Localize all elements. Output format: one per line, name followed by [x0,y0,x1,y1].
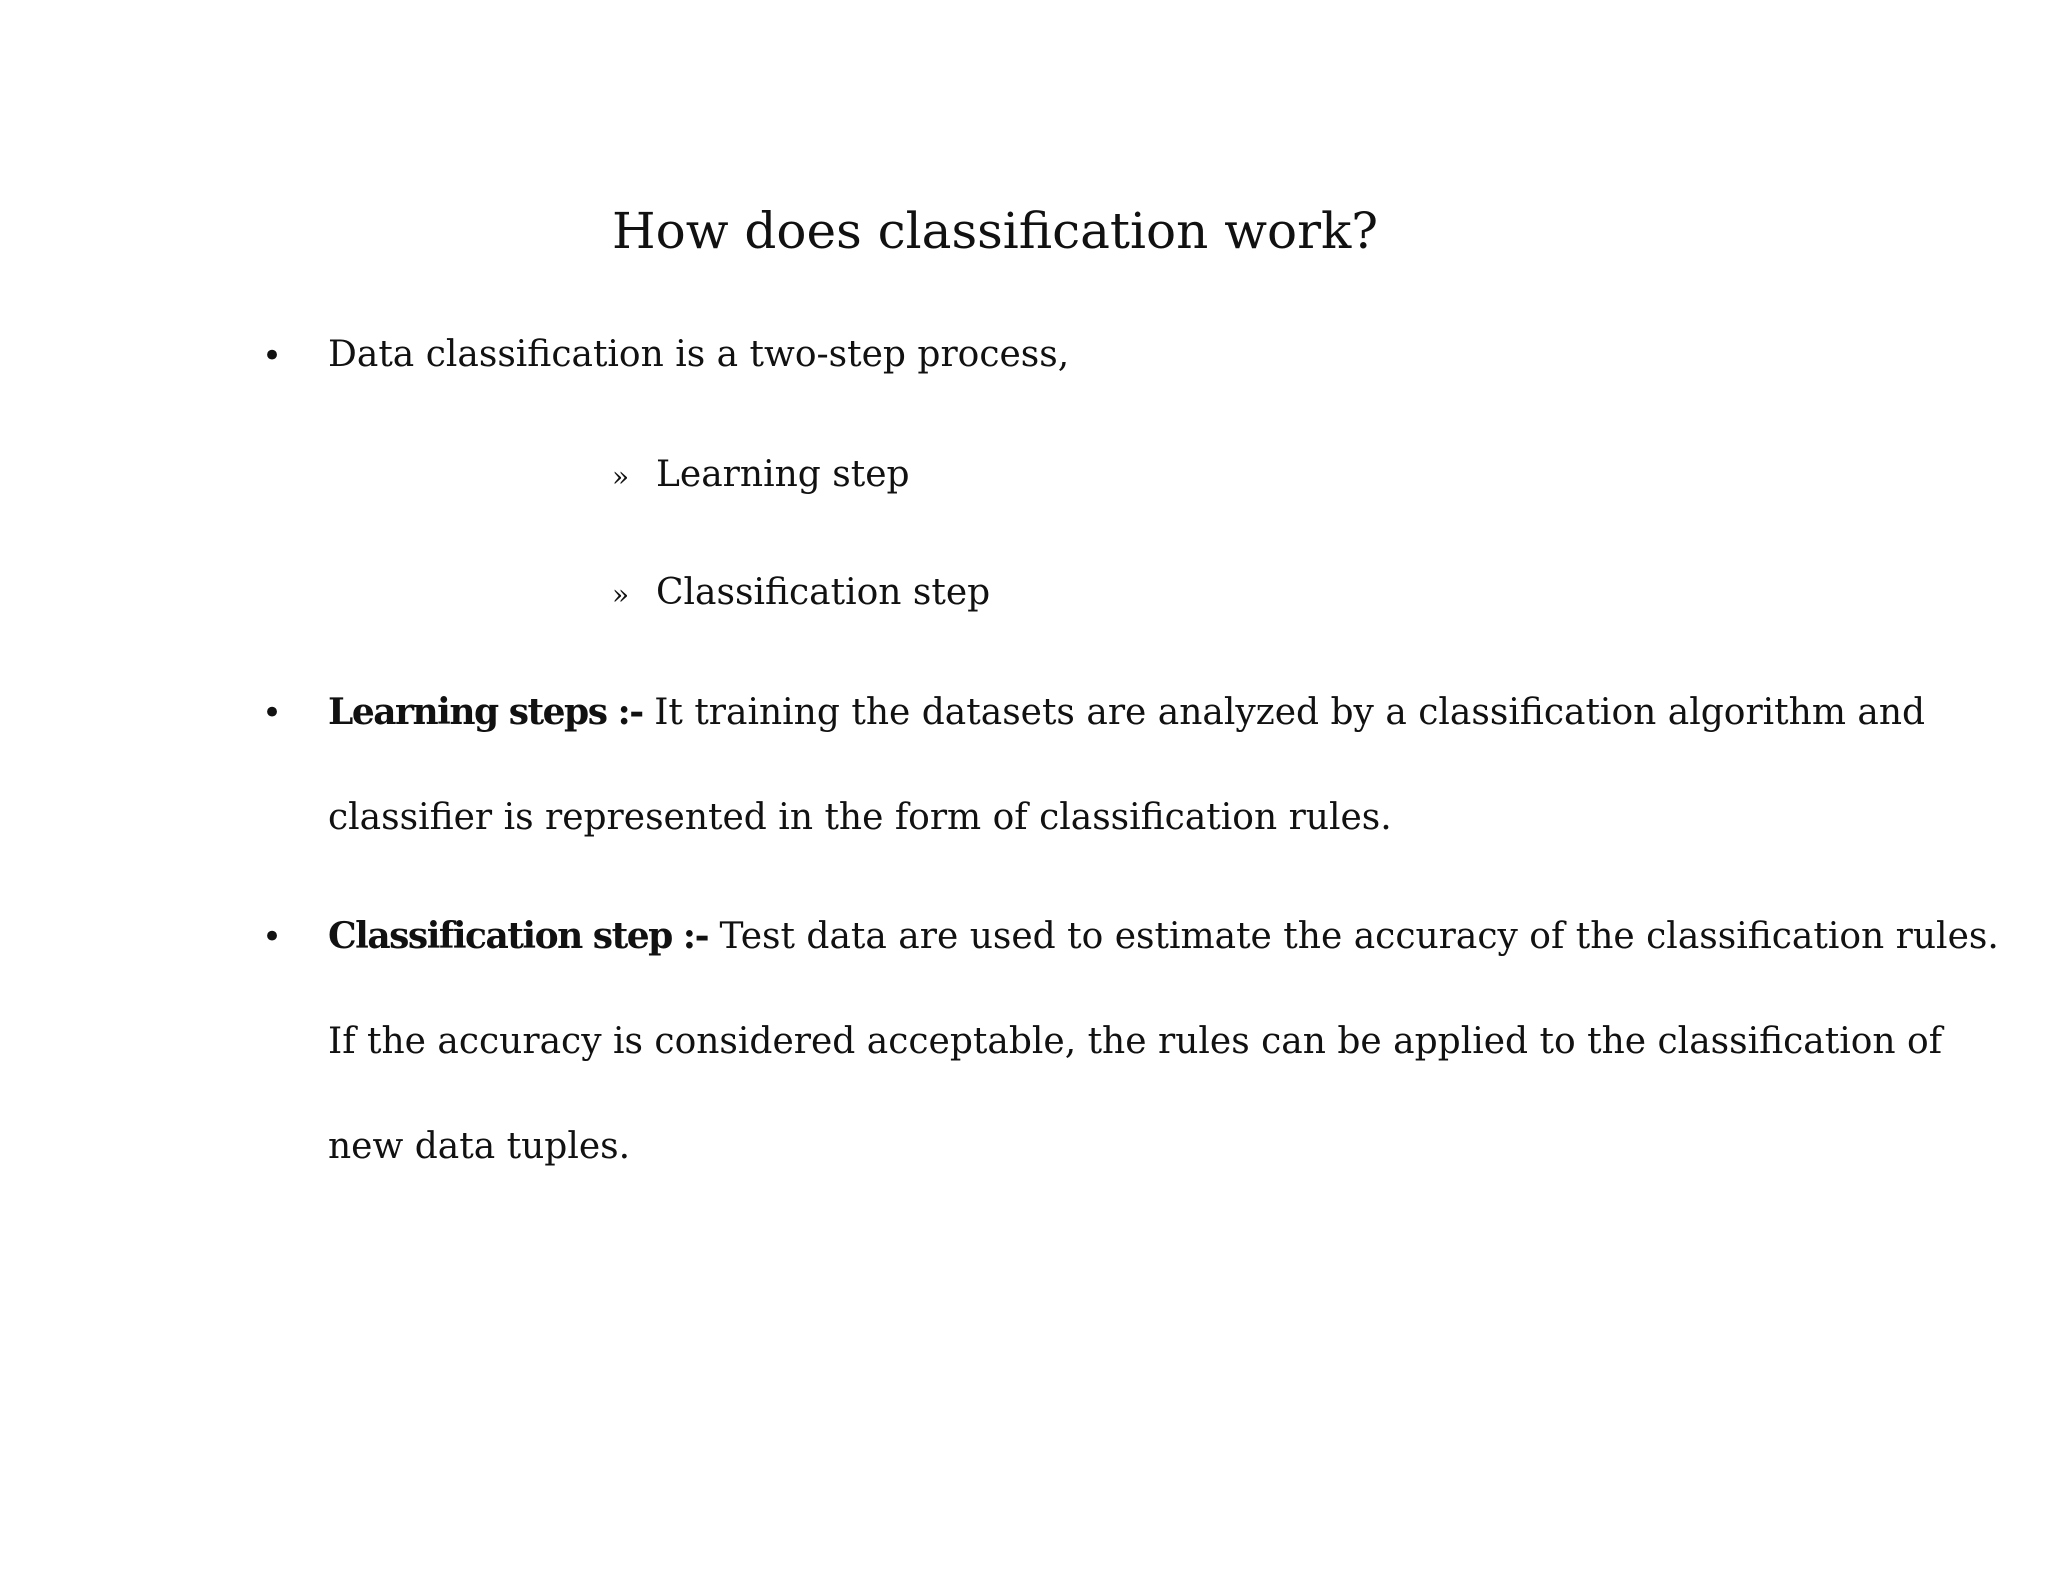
bullet-marker: • [262,336,283,376]
bold-term-classification-step: Classification step :- [328,915,709,957]
raquo-marker: » [612,578,630,611]
bullet-text-2 [328,660,1925,765]
bullet-2-line-2: classifier is represented in the form of classification rules. [328,797,1392,838]
sub-item-classification [612,568,990,620]
sub-item-text: Learning step [656,454,910,495]
page-title: How does classification work? [612,202,1379,260]
bullet-marker: • [262,693,283,733]
bullet-marker: • [262,917,283,957]
sub-item-text: Classification step [656,572,991,613]
bullet-3-line-3: new data tuples. [328,1126,631,1167]
bullet-2-line-1: It training the datasets are analyzed by a classification algorithm and [642,692,1926,733]
bullet-text-3 [328,884,1999,989]
raquo-marker: » [612,460,630,493]
bold-term-learning-steps: Learning steps :- [328,691,643,733]
bullet-text-1: Data classification is a two-step process, [328,334,1070,375]
bullet-3-line-1: Test data are used to estimate the accuracy of the classification rules. [708,916,1999,957]
bullet-3-line-2: If the accuracy is considered acceptable, the rules can be applied to the classification of [328,1021,1943,1062]
sub-item-learning [612,450,910,502]
